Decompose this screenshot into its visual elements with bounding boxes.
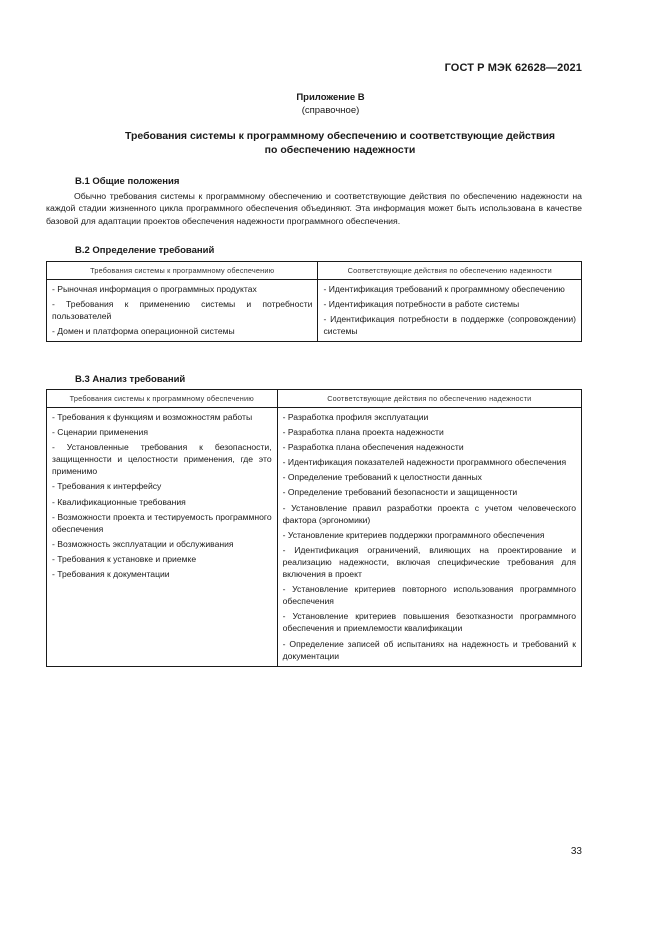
section-b3-heading: В.3 Анализ требований [75,374,186,385]
list-item: - Сценарии применения [52,427,148,438]
list-item: - Идентификация требований к программному обеспечению [323,284,565,294]
table-header-cell: Соответствующие действия по обеспечению надежности [318,262,582,280]
standard-designation: ГОСТ Р МЭК 62628—2021 [444,62,582,74]
appendix-title [60,129,620,157]
list-item: - Идентификация ограничений, влияющих на проектирование и реализацию надежности, включая специфические требования для включения в проект [282,544,576,580]
table-header-cell: Соответствующие действия по обеспечению надежности [277,390,581,408]
table-header-cell: Требования системы к программному обеспечению [47,390,278,408]
list-item: - Требования к документации [52,569,170,580]
list-item: - Возможности проекта и тестируемость программного обеспечения [52,511,272,534]
table-cell-right [277,408,581,667]
list-item: - Требования к функциям и возможностям работы [52,412,253,422]
list-item: - Установление критериев поддержки программного обеспечения [282,529,545,540]
list-item: - Установление критериев повышения безотказности программного обеспечения и приемлемости квалификации [282,611,576,634]
appendix-title-line-2: по обеспечению надежности [264,144,416,156]
list-item: - Домен и платформа операционной системы [52,326,235,337]
list-item: - Установление критериев повторного использования программного обеспечения [282,584,576,607]
list-item: - Определение требований безопасности и защищенности [282,487,518,498]
list-item: - Разработка плана обеспечения надежности [282,442,464,453]
table-header-cell: Требования системы к программному обеспечению [47,262,318,280]
table-cell-left [47,408,278,667]
appendix-type: (справочное) [301,105,360,116]
list-item: - Разработка плана проекта надежности [282,427,444,438]
list-item: - Установленные требования к безопасности, защищенности и целостности применения, где это применимо [52,442,272,477]
table-cell-left [47,280,318,342]
list-item: - Идентификация показателей надежности программного обеспечения [282,457,567,468]
section-b1-heading: В.1 Общие положения [75,176,180,187]
requirements-definition-table [46,261,582,342]
section-b1-text: Обычно требования системы к программному обеспечению и соответствующие действия по обеспечению надежности на каждой стадии жизненного цикла программного обеспечения объединяют. Эта информация может быть использована в качестве базовой для адаптации проектов обеспечения надежности программного обеспечения. [46,191,582,226]
list-item: - Возможность эксплуатации и обслуживания [52,538,234,549]
appendix-title-line-1: Требования системы к программному обеспечению и соответствующие действия [124,130,556,142]
section-b2-heading: В.2 Определение требований [75,245,215,256]
list-item: - Рыночная информация о программных продуктах [52,284,257,294]
list-item: - Идентификация потребности в поддержке (сопровождении) системы [323,314,576,337]
list-item: - Определение требований к целостности данных [282,472,482,483]
list-item: - Идентификация потребности в работе системы [323,299,520,310]
table-cell-right [318,280,582,342]
appendix-label: Приложение В [296,92,365,103]
list-item: - Установление правил разработки проекта с учетом человеческого фактора (эргономики) [282,502,576,525]
list-item: - Требования к установке и приемке [52,553,197,564]
list-item: - Определение записей об испытаниях на надежность и требований к документации [282,638,576,661]
list-item: - Квалификационные требования [52,496,186,507]
list-item: - Требования к интерфейсу [52,481,162,492]
list-item: - Разработка профиля эксплуатации [282,412,429,422]
list-item: - Требования к применению системы и потребности пользователей [52,299,313,322]
page-number: 33 [570,846,582,857]
requirements-analysis-table [46,389,582,667]
